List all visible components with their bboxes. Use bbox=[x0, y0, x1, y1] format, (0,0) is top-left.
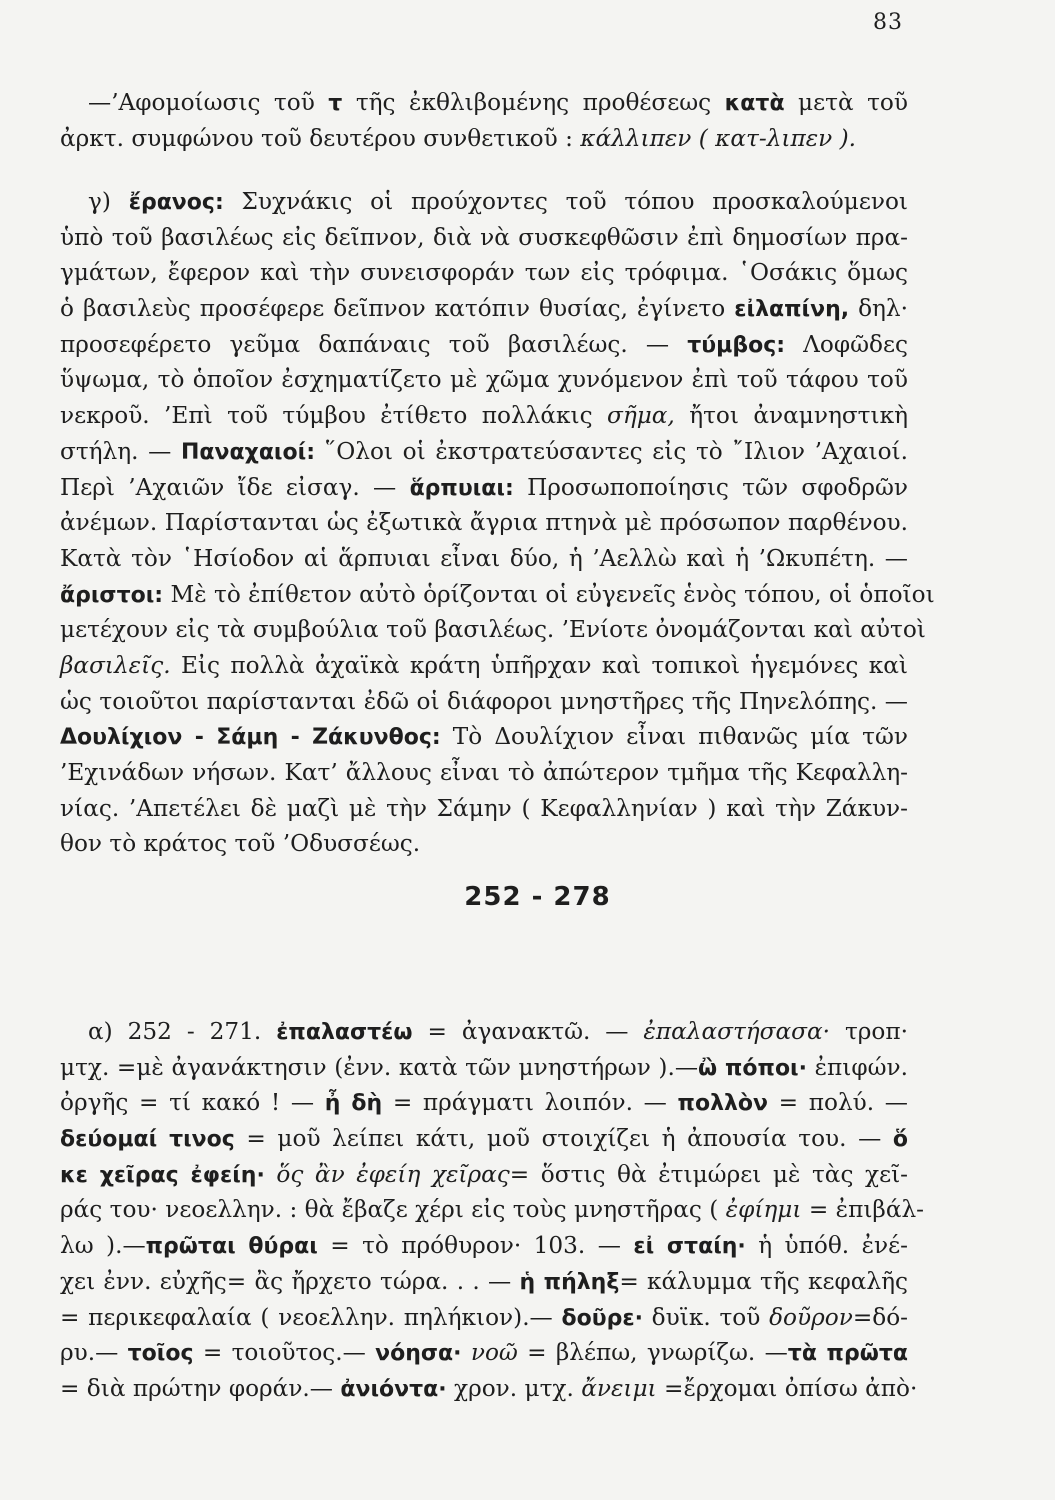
bold-term: δοῦρε· bbox=[561, 1305, 643, 1331]
bold-term: τ bbox=[328, 91, 343, 116]
bold-term: τύμβος: bbox=[687, 332, 786, 358]
bold-term: πολλὸν bbox=[677, 1091, 769, 1117]
bold-term: ὢ πόποι· bbox=[698, 1055, 807, 1081]
text-run: χρον. μτχ. bbox=[446, 1374, 582, 1402]
text-run: δηλ· bbox=[849, 295, 908, 323]
italic-term: ἐπαλαστήσασα· bbox=[643, 1018, 831, 1045]
bold-term: ὅ bbox=[892, 1127, 908, 1153]
text-line bbox=[60, 85, 908, 121]
text-line bbox=[60, 1371, 918, 1407]
text-run: Λοφῶδες bbox=[785, 330, 908, 358]
text-run: = πράγματι λοιπόν. — bbox=[382, 1089, 678, 1117]
text-run: ῞Ολοι οἱ ἐκστρατεύσαντες εἰς τὸ ῎Ιλιον ’Αχαιοί. bbox=[315, 437, 908, 465]
bold-term: εἰ σταίη· bbox=[633, 1234, 746, 1260]
text-line bbox=[60, 327, 908, 363]
text-run: = ἀγανακτῶ. — bbox=[412, 1018, 644, 1045]
text-run: προσεφέρετο γεῦμα δαπάναις τοῦ βασιλέως. — bbox=[60, 330, 688, 358]
text-line bbox=[60, 577, 935, 613]
bold-term: ἅρπυιαι: bbox=[409, 475, 514, 501]
text-run: ρυ.— bbox=[60, 1339, 128, 1367]
bold-term: ἡ πήληξ bbox=[519, 1269, 620, 1295]
page-number: 83 bbox=[873, 10, 903, 35]
text-run: α) 252 - 271. bbox=[88, 1018, 277, 1045]
text-line bbox=[60, 1192, 925, 1228]
italic-term: κάλλιπεν ( κατ-λιπεν ). bbox=[580, 124, 857, 152]
bold-term: Παναχαιοί: bbox=[181, 439, 315, 465]
text-run: —’Αφομοίωσις τοῦ bbox=[88, 89, 329, 116]
text-line bbox=[60, 1335, 908, 1371]
text-run: ὁ βασιλεὺς προσέφερε δεῖπνον κατόπιν θυσίας, ἐγίνετο bbox=[60, 295, 735, 323]
bold-term: ἦ δὴ bbox=[324, 1091, 383, 1117]
text-line bbox=[60, 719, 908, 755]
text-run: γ) bbox=[88, 188, 129, 215]
text-run: ἀρκτ. συμφώνου τοῦ δευτέρου συνθετικοῦ : bbox=[60, 124, 581, 152]
text-run: τῆς ἐκθλιβομένης προθέσεως bbox=[342, 89, 725, 116]
text-line: Κατὰ τὸν ῾Ησίοδον αἱ ἅρπυιαι εἶναι δύο, ἡ ’Αελλὼ καὶ ἡ ’Ωκυπέτη. — bbox=[60, 544, 908, 572]
text-run: = κάλυμμα τῆς κεφαλῆς bbox=[619, 1267, 909, 1295]
text-line bbox=[60, 1264, 908, 1300]
text-line: θον τὸ κράτος τοῦ ’Οδυσσέως. bbox=[60, 830, 421, 858]
text-line: γμάτων, ἔφερον καὶ τὴν συνεισφοράν των εἰς τρόφιμα. ῾Οσάκις ὅμως bbox=[60, 259, 908, 287]
bold-term: Δουλίχιον - Σάμη - Ζάκυνθος: bbox=[60, 725, 441, 751]
text-run: ἤτοι ἀναμνηστικὴ bbox=[674, 402, 908, 430]
text-line: μετέχουν εἰς τὰ συμβούλια τοῦ βασιλέως. ’Ενίοτε ὀνομάζονται καὶ αὐτοὶ bbox=[60, 616, 926, 644]
bold-term: κε χεῖρας ἐφείη· bbox=[60, 1162, 265, 1188]
bold-term: ἔρανος: bbox=[128, 190, 224, 215]
bold-term: δεύομαί τινος bbox=[60, 1127, 235, 1153]
text-line: νίας. ’Απετέλει δὲ μαζὶ μὲ τὴν Σάμην ( Κεφαλληνίαν ) καὶ τὴν Ζάκυν- bbox=[60, 794, 908, 822]
paragraph-assimilation bbox=[60, 85, 908, 156]
text-line bbox=[60, 1014, 908, 1050]
italic-term: ἐφίημι bbox=[725, 1196, 802, 1224]
text-run: = τοιοῦτος.— bbox=[193, 1339, 376, 1367]
text-line: ὑπὸ τοῦ βασιλέως εἰς δεῖπνον, διὰ νὰ συσκεφθῶσιν ἐπὶ δημοσίων πρα- bbox=[60, 223, 908, 251]
text-run: = ἐπιβάλ- bbox=[801, 1196, 925, 1224]
text-line bbox=[60, 1050, 908, 1086]
text-run: τροπ· bbox=[830, 1018, 908, 1045]
text-run: = τὸ πρόθυρον· 103. — bbox=[317, 1232, 634, 1260]
text-run: λω ).— bbox=[60, 1232, 146, 1260]
text-line bbox=[60, 121, 908, 157]
text-run: = περικεφαλαία ( νεοελλην. πηλήκιον).— bbox=[60, 1303, 562, 1331]
text-run bbox=[462, 1339, 471, 1366]
text-run: ράς του· νεοελλην. : θὰ ἔβαζε χέρι εἰς τοὺς μνηστῆρας ( bbox=[60, 1196, 726, 1224]
text-line: ἀνέμων. Παρίστανται ὡς ἐξωτικὰ ἄγρια πτηνὰ μὲ πρόσωπον παρθένου. bbox=[60, 509, 908, 537]
text-run: Περὶ ’Αχαιῶν ἴδε εἰσαγ. — bbox=[60, 473, 410, 501]
text-run: =ἔρχομαι ὀπίσω ἀπὸ· bbox=[656, 1374, 918, 1402]
text-line bbox=[60, 1121, 908, 1157]
text-run: χει ἐνν. εὐχῆς= ἂς ἤρχετο τώρα. . . — bbox=[60, 1267, 520, 1295]
bold-term: πρῶται θύραι bbox=[145, 1234, 318, 1260]
text-run: δυϊκ. τοῦ bbox=[642, 1303, 770, 1331]
italic-term: δοῦρον bbox=[769, 1303, 853, 1331]
italic-term: ὅς ἂν ἐφείη χεῖρας bbox=[276, 1160, 510, 1188]
text-run: Συχνάκις οἱ προύχοντες τοῦ τόπου προσκαλούμενοι bbox=[223, 188, 909, 215]
section-heading: 252 - 278 bbox=[464, 882, 611, 912]
bold-term: τοῖος bbox=[127, 1341, 194, 1367]
text-line bbox=[60, 470, 908, 506]
text-line bbox=[60, 1085, 908, 1121]
italic-term: ἄνειμι bbox=[581, 1374, 657, 1402]
text-run: = ὅστις θὰ ἐτιμώρει μὲ τὰς χεῖ- bbox=[509, 1160, 909, 1188]
text-run: Μὲ τὸ ἐπίθετον αὐτὸ ὁρίζονται οἱ εὐγενεῖς ἑνὸς τόπου, οἱ ὁποῖοι bbox=[163, 580, 935, 608]
text-line bbox=[60, 1300, 908, 1336]
text-line bbox=[60, 398, 908, 434]
text-line bbox=[60, 184, 908, 220]
paragraph-glossary-alpha bbox=[60, 1014, 925, 1407]
text-run: νεκροῦ. ’Επὶ τοῦ τύμβου ἐτίθετο πολλάκις bbox=[60, 402, 607, 430]
bold-term: ἄριστοι: bbox=[60, 582, 164, 608]
text-line: ὡς τοιοῦτοι παρίστανται ἐδῶ οἱ διάφοροι μνηστῆρες τῆς Πηνελόπης. — bbox=[60, 687, 908, 715]
text-run: μτχ. =μὲ ἀγανάκτησιν (ἐνν. κατὰ τῶν μνηστήρων ).— bbox=[60, 1053, 699, 1081]
bold-term: εἰλαπίνη, bbox=[734, 297, 850, 323]
text-line bbox=[60, 1228, 908, 1264]
text-line: ὕψωμα, τὸ ὁποῖον ἐσχηματίζετο μὲ χῶμα χυνόμενον ἐπὶ τοῦ τάφου τοῦ bbox=[60, 366, 908, 394]
text-run: = πολύ. — bbox=[768, 1089, 908, 1117]
paragraph-glossary-gamma bbox=[60, 184, 935, 862]
text-run: = βλέπω, γνωρίζω. — bbox=[517, 1339, 788, 1367]
bold-term: ἀνιόντα· bbox=[340, 1376, 447, 1402]
italic-term: σῆμα, bbox=[606, 402, 675, 430]
text-run: Προσωποποίησις τῶν σφοδρῶν bbox=[513, 473, 908, 501]
bold-term: ἐπαλαστέω bbox=[276, 1020, 413, 1045]
text-run: μετὰ τοῦ bbox=[784, 89, 908, 116]
text-line bbox=[60, 1157, 908, 1193]
bold-term: κατὰ bbox=[724, 91, 785, 116]
italic-term: βασιλεῖς. bbox=[60, 651, 171, 679]
text-run: = μοῦ λείπει κάτι, μοῦ στοιχίζει ἡ ἀπουσία του. — bbox=[234, 1125, 893, 1153]
text-line bbox=[60, 291, 908, 327]
text-line: ’Εχινάδων νήσων. Κατ’ ἄλλους εἶναι τὸ ἀπώτερον τμῆμα τῆς Κεφαλλη- bbox=[60, 759, 908, 786]
bold-term: τὰ πρῶτα bbox=[787, 1341, 908, 1367]
text-run: Εἰς πολλὰ ἀχαϊκὰ κράτη ὑπῆρχαν καὶ τοπικοὶ ἡγεμόνες καὶ bbox=[170, 651, 908, 679]
text-run bbox=[265, 1161, 277, 1188]
text-line bbox=[60, 648, 908, 684]
text-run: Τὸ Δουλίχιον εἶναι πιθανῶς μία τῶν bbox=[440, 723, 908, 751]
text-run: ἐπιφών. bbox=[807, 1053, 908, 1081]
text-run: ἡ ὑπόθ. ἐνέ- bbox=[745, 1232, 908, 1260]
text-run: στήλη. — bbox=[60, 437, 181, 465]
text-run: = διὰ πρώτην φοράν.— bbox=[60, 1374, 341, 1402]
text-run: =δό- bbox=[852, 1303, 908, 1331]
bold-term: νόησα· bbox=[375, 1341, 462, 1367]
text-run: ὀργῆς = τί κακό ! — bbox=[60, 1089, 325, 1117]
italic-term: νοῶ bbox=[470, 1339, 518, 1367]
text-line bbox=[60, 434, 908, 470]
